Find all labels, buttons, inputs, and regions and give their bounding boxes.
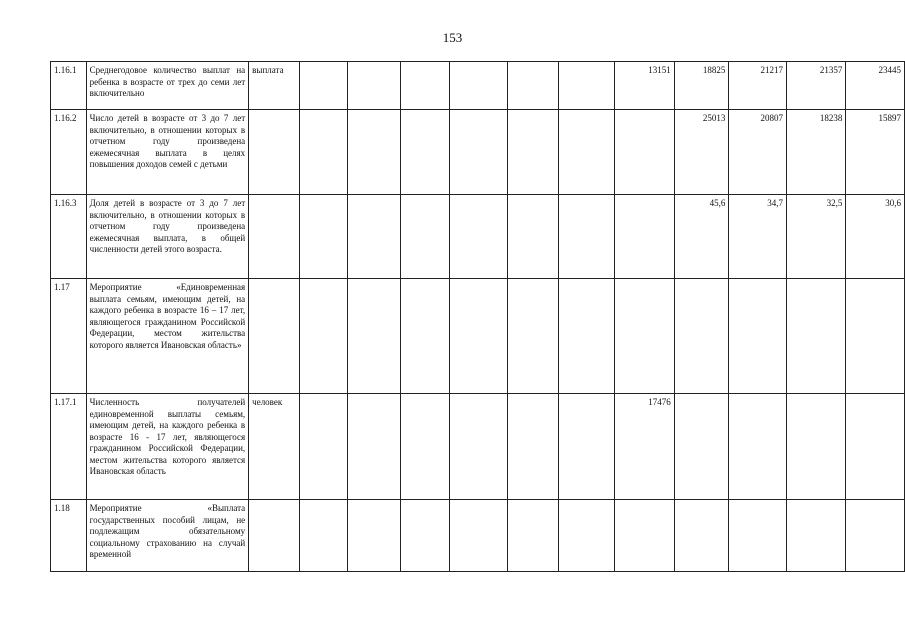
page-number: 153 <box>442 30 463 45</box>
unit-of-measure <box>249 279 299 394</box>
unit-of-measure <box>249 110 299 195</box>
value-cell <box>558 500 614 572</box>
value-cell: 21217 <box>729 62 787 110</box>
value-cell <box>299 195 348 279</box>
value-cell: 25013 <box>674 110 729 195</box>
value-cell <box>846 500 905 572</box>
value-cell <box>615 500 674 572</box>
value-cell: 18825 <box>674 62 729 110</box>
table-row <box>51 279 905 394</box>
value-cell <box>508 500 559 572</box>
table-row <box>51 500 905 572</box>
row-number: 1.16.3 <box>51 195 87 279</box>
value-cell <box>674 500 729 572</box>
value-cell <box>348 500 401 572</box>
indicator-description: Численность получателей единовременной выплаты семьям, имеющим детей, на каждого ребенка в возрасте 16 - 17 лет, являющегося гражданином Российской Федерации, местом жительства которого является Ивановская область <box>86 394 249 500</box>
value-cell <box>299 279 348 394</box>
value-cell <box>508 394 559 500</box>
value-cell <box>508 110 559 195</box>
value-cell <box>449 110 507 195</box>
value-cell <box>558 279 614 394</box>
row-number: 1.16.2 <box>51 110 87 195</box>
value-cell: 34,7 <box>729 195 787 279</box>
value-cell <box>615 195 674 279</box>
value-cell <box>401 279 450 394</box>
value-cell <box>558 195 614 279</box>
table-row <box>51 110 905 195</box>
value-cell <box>674 394 729 500</box>
value-cell <box>729 279 787 394</box>
unit-of-measure: выплата <box>249 62 299 110</box>
value-cell: 30,6 <box>846 195 905 279</box>
indicator-description: Мероприятие «Единовременная выплата семьям, имеющим детей, на каждого ребенка в возрасте 16 – 17 лет, являющегося гражданином Российской Федерации, местом жительства которого является Ивановская область» <box>86 279 249 394</box>
indicator-description: Среднегодовое количество выплат на ребенка в возрасте от трех до семи лет включительно <box>86 62 249 110</box>
value-cell <box>846 279 905 394</box>
value-cell <box>508 195 559 279</box>
value-cell <box>508 62 559 110</box>
unit-of-measure: человек <box>249 394 299 500</box>
value-cell: 13151 <box>615 62 674 110</box>
value-cell <box>401 394 450 500</box>
value-cell: 18238 <box>786 110 845 195</box>
value-cell <box>615 110 674 195</box>
value-cell: 32,5 <box>786 195 845 279</box>
value-cell <box>299 62 348 110</box>
value-cell <box>348 110 401 195</box>
value-cell: 20807 <box>729 110 787 195</box>
value-cell <box>449 394 507 500</box>
value-cell <box>729 500 787 572</box>
unit-of-measure <box>249 195 299 279</box>
value-cell <box>401 110 450 195</box>
value-cell <box>786 500 845 572</box>
value-cell: 15897 <box>846 110 905 195</box>
unit-of-measure <box>249 500 299 572</box>
table-row <box>51 62 905 110</box>
value-cell <box>348 279 401 394</box>
data-table <box>50 61 905 572</box>
value-cell: 45,6 <box>674 195 729 279</box>
value-cell <box>401 195 450 279</box>
row-number: 1.17.1 <box>51 394 87 500</box>
value-cell <box>449 195 507 279</box>
value-cell <box>348 62 401 110</box>
value-cell <box>786 279 845 394</box>
row-number: 1.18 <box>51 500 87 572</box>
value-cell <box>401 500 450 572</box>
value-cell: 21357 <box>786 62 845 110</box>
value-cell <box>299 394 348 500</box>
value-cell <box>729 394 787 500</box>
value-cell <box>558 394 614 500</box>
table-row <box>51 195 905 279</box>
value-cell <box>348 394 401 500</box>
value-cell <box>299 110 348 195</box>
value-cell: 23445 <box>846 62 905 110</box>
value-cell <box>449 279 507 394</box>
value-cell <box>846 394 905 500</box>
value-cell <box>401 62 450 110</box>
value-cell: 17476 <box>615 394 674 500</box>
indicator-description: Число детей в возрасте от 3 до 7 лет включительно, в отношении которых в отчетном году произведена ежемесячная выплата в целях повышения доходов семей с детьми <box>86 110 249 195</box>
table-row <box>51 394 905 500</box>
indicator-description: Доля детей в возрасте от 3 до 7 лет включительно, в отношении которых в отчетном году произведена ежемесячная выплата, в общей численности детей этого возраста. <box>86 195 249 279</box>
value-cell <box>615 279 674 394</box>
value-cell <box>674 279 729 394</box>
value-cell <box>449 62 507 110</box>
value-cell <box>348 195 401 279</box>
value-cell <box>449 500 507 572</box>
value-cell <box>508 279 559 394</box>
value-cell <box>786 394 845 500</box>
row-number: 1.16.1 <box>51 62 87 110</box>
value-cell <box>299 500 348 572</box>
row-number: 1.17 <box>51 279 87 394</box>
value-cell <box>558 110 614 195</box>
indicator-description: Мероприятие «Выплата государственных пособий лицам, не подлежащим обязательному социальному страхованию на случай временной <box>86 500 249 572</box>
value-cell <box>558 62 614 110</box>
